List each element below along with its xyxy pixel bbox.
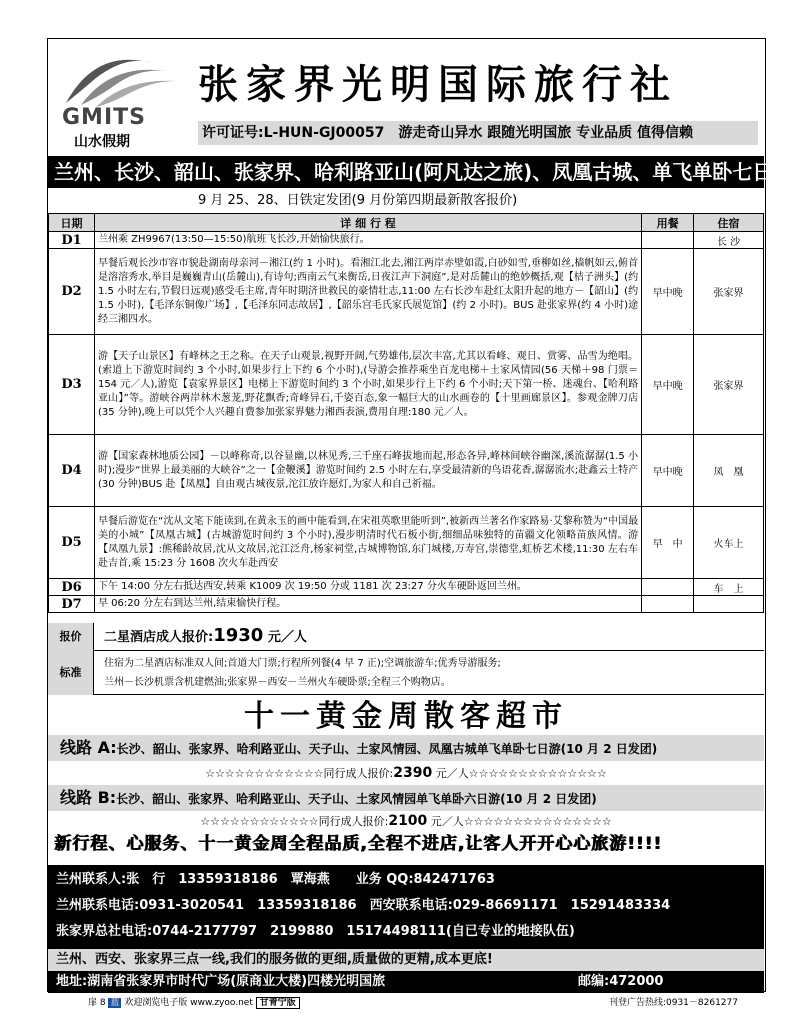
header [48,39,764,155]
day-stay: 张家界 [694,335,764,435]
price-row [48,623,764,651]
day-stay: 凤 凰 [694,435,764,507]
table-row [49,335,764,435]
day-detail: 游【国家森林地质公园】－以峰称奇,以谷显幽,以林见秀,三千座石峰拔地而起,形态各异,峰林间峡谷幽深,溪流潺潺(1.5 小时);漫步“世界上最美丽的大峡谷”之一【金鞭溪】游览时间约 2.5 小时左右,享受最清新的鸟语花香,潺潺流水;赴鑫云土特产(30 分钟)BUS 赴【凤凰】自由观古城夜景,沱江放许愿灯,为家人和自己祈福。 [94,435,641,507]
day-detail: 早餐后游览在“沈从文笔下能读到,在黄永玉的画中能看到,在宋祖英歌里能听到”,被新西兰著名作家路易·艾黎称赞为“中国最美的小城”【凤凰古城】(古城游览时间约 3 个小时),漫步明清时代石板小街,细细品味独特的苗疆文化领略苗族风情。游【凤凰九景】:熊稀龄故居,沈从文故居,沱江泛舟,杨家祠堂,古城博物馆,东门城楼,万寿宫,崇德堂,虹桥艺术楼,11:30 左右车赴吉首,乘 15:23 分 1608 次火车赴西安 [94,507,641,579]
line-a-price-prefix: ☆☆☆☆☆☆☆☆☆☆☆☆同行成人报价: [205,767,394,780]
day-meal [642,579,694,596]
price-text [104,625,307,646]
page-frame [47,38,793,992]
line-b-price-prefix: ☆☆☆☆☆☆☆☆☆☆☆☆同行成人报价: [200,815,389,828]
itinerary-table [48,213,764,613]
table-row [49,249,764,335]
line-a-price: 2390 [393,765,433,781]
line-a-tag: 线路 A: [60,738,117,757]
day-label: D1 [49,232,95,249]
contact-line-3: 张家界总社电话:0744-2177797 2199880 15174498111(自已专业的地接队伍) [56,924,575,939]
day-stay: 张家界 [694,249,764,335]
footer-welcome[interactable]: 欢迎浏览电子版 www.zyoo.net [124,998,253,1008]
footer [88,995,768,1011]
standard-label: 标准 [48,651,94,695]
logo-text: GMITS [62,105,146,130]
day-stay: 火车上 [694,507,764,579]
day-stay: 车 上 [694,579,764,596]
slogan: 新行程、心服务、十一黄金周全程品质,全程不进店,让客人开开心心旅游!!!! [54,834,662,854]
service-banner: 兰州、西安、张家界三点一线,我们的服务做的更细,质量做的更精,成本更底! [48,949,764,971]
price-prefix: 二星酒店成人报价: [104,630,214,645]
day-detail: 兰州乘 ZH9967(13:50—15:50)航班飞长沙,开始愉快旅行。 [94,232,641,249]
contacts-block [48,865,764,949]
standard-line-2: 兰州－长沙机票含机建燃油;张家界－西安－兰州火车硬卧票;全程三个购物店。 [104,677,451,688]
day-detail: 早 06:20 分左右到达兰州,结束愉快行程。 [94,596,641,613]
day-label: D7 [49,596,95,613]
logo [56,43,184,151]
price-label: 报价 [48,623,94,651]
contact-line-1: 兰州联系人:张 行 13359318186 覃海燕 业务 QQ:842471763 [56,872,495,887]
departure-line: 9 月 25、28、日铁定发团(9 月份第四期最新散客报价) [198,193,518,208]
header-stay: 住宿 [694,214,764,232]
address-row [48,971,764,993]
golden-week-title: 十一黄金周散客超市 [244,699,568,734]
table-row [49,435,764,507]
table-row [49,507,764,579]
header-date: 日期 [49,214,95,232]
day-label: D3 [49,335,95,435]
day-detail: 早餐后观长沙市容市貌赴湖南母亲河－湘江(约 1 小时)。看湘江北去,湘江两岸赤壁如霞,白砂如雪,垂柳如丝,樯帆如云,俯首是溶溶秀水,举目是巍巍青山(岳麓山),有诗句;西南云气来衡岳,日夜江声下洞庭”,是对岳麓山的绝妙概括,观【桔子洲头】(约 1.5 小时左右,节假日远观)感受毛主席,青年时期济世救民的豪情壮志,11:00 左右长沙车赴红太阳升起的地方－【韶山】(约 1.5 小时),【毛泽东铜像广场】,【毛泽东同志故居】,【韶乐宫毛氏家氏展览馆】(约 2 小时)。BUS 赴张家界(约 4 小时)途经三湘四水。 [94,249,641,335]
standard-line-1: 住宿为二星酒店标准双人间;首道大门票;行程所列餐(4 早 7 正);空调旅游车;优秀导游服务; [104,658,501,669]
address-text: 地址:湖南省张家界市时代广场(原商业大楼)四楼光明国旅 [56,974,386,989]
day-label: D5 [49,507,95,579]
table-row [49,596,764,613]
line-b-tag: 线路 B: [60,788,117,807]
zip-code: 邮编:472000 [578,974,664,989]
footer-hotline: 刊登广告热线:0931－8261277 [608,998,738,1008]
route-title: 兰州、长沙、韶山、张家界、哈利路亚山(阿凡达之旅)、凤凰古城、单飞单卧七日游 [48,156,764,188]
logo-swoosh-icon [56,43,184,113]
header-detail: 详 细 行 程 [94,214,641,232]
contact-line-2: 兰州联系电话:0931-3020541 13359318186 西安联系电话:029-86691171 15291483334 [56,898,671,913]
logo-subtitle: 山水假期 [74,134,130,150]
day-label: D2 [49,249,95,335]
price-amount: 1930 [213,625,264,646]
table-header-row [49,214,764,232]
day-meal: 早中晚 [642,249,694,335]
day-meal [642,232,694,249]
line-a-price-suffix: 元／人☆☆☆☆☆☆☆☆☆☆☆☆☆☆ [435,767,607,780]
footer-page: 扉 8 [88,998,106,1008]
day-label: D6 [49,579,95,596]
day-stay [694,596,764,613]
footer-edition: 甘青宁版 [256,997,300,1009]
license-line: 许可证号:L-HUN-GJ00057 游走奇山异水 跟随光明国旅 专业品质 值得信赖 [198,121,758,145]
day-stay: 长 沙 [694,232,764,249]
line-b-price: 2100 [388,813,428,829]
table-row [49,579,764,596]
table-row [49,232,764,249]
standard-text [104,654,754,692]
line-b-text: 长沙、韶山、张家界、哈利路亚山、天子山、土家风情园单飞单卧六日游(10 月 2 日发团) [116,792,597,806]
day-meal: 早 中 [642,507,694,579]
day-meal: 早中晚 [642,435,694,507]
line-b-price-suffix: 元／人☆☆☆☆☆☆☆☆☆☆☆☆☆☆☆ [430,815,612,828]
line-a-text: 长沙、韶山、张家界、哈利路亚山、天子山、土家风情园、凤凰古城单飞单卧七日游(10 月 2 日发团) [116,742,658,756]
line-a-row [48,735,764,761]
day-detail: 下午 14:00 分左右抵达西安,转乘 K1009 次 19:50 分或 1181 次 23:27 分火车硬卧返回兰州。 [94,579,641,596]
day-label: D4 [49,435,95,507]
footer-badge: 蓝 [110,998,120,1008]
line-b-row [48,785,764,811]
standard-row [48,651,764,695]
price-suffix: 元／人 [267,630,307,645]
line-a-price-row [48,761,764,785]
company-name: 张家界光明国际旅行社 [198,61,678,108]
day-detail: 游【天子山景区】有峰林之王之称。在天子山观景,视野开阔,气势雄伟,层次丰富,尤其以看峰、观日、赏雾、品雪为绝唱。(索道上下游览时间约 3 个小时,如果步行上下约 6 个小时),(导游会推荐乘坐百龙电梯＋土家风情园(56 天梯＋98 门票＝154 元／人),游览【袁家界景区】电梯上下游览时间约 3 个小时,如果步行上下约 6 个小时;天下第一桥、迷魂台、【哈利路亚山】”等。游峡谷两岸林木葱茏,野花飘香;奇峰异石,千姿百态,象一幅巨大的山水画卷的【十里画廊景区】。参观金牌刀店(35 分钟),晚上可以凭个人兴趣自费参加张家界魅力湘西表演,费用自理:180 元／人。 [94,335,641,435]
day-meal: 早中晚 [642,335,694,435]
header-meal: 用餐 [642,214,694,232]
day-meal [642,596,694,613]
